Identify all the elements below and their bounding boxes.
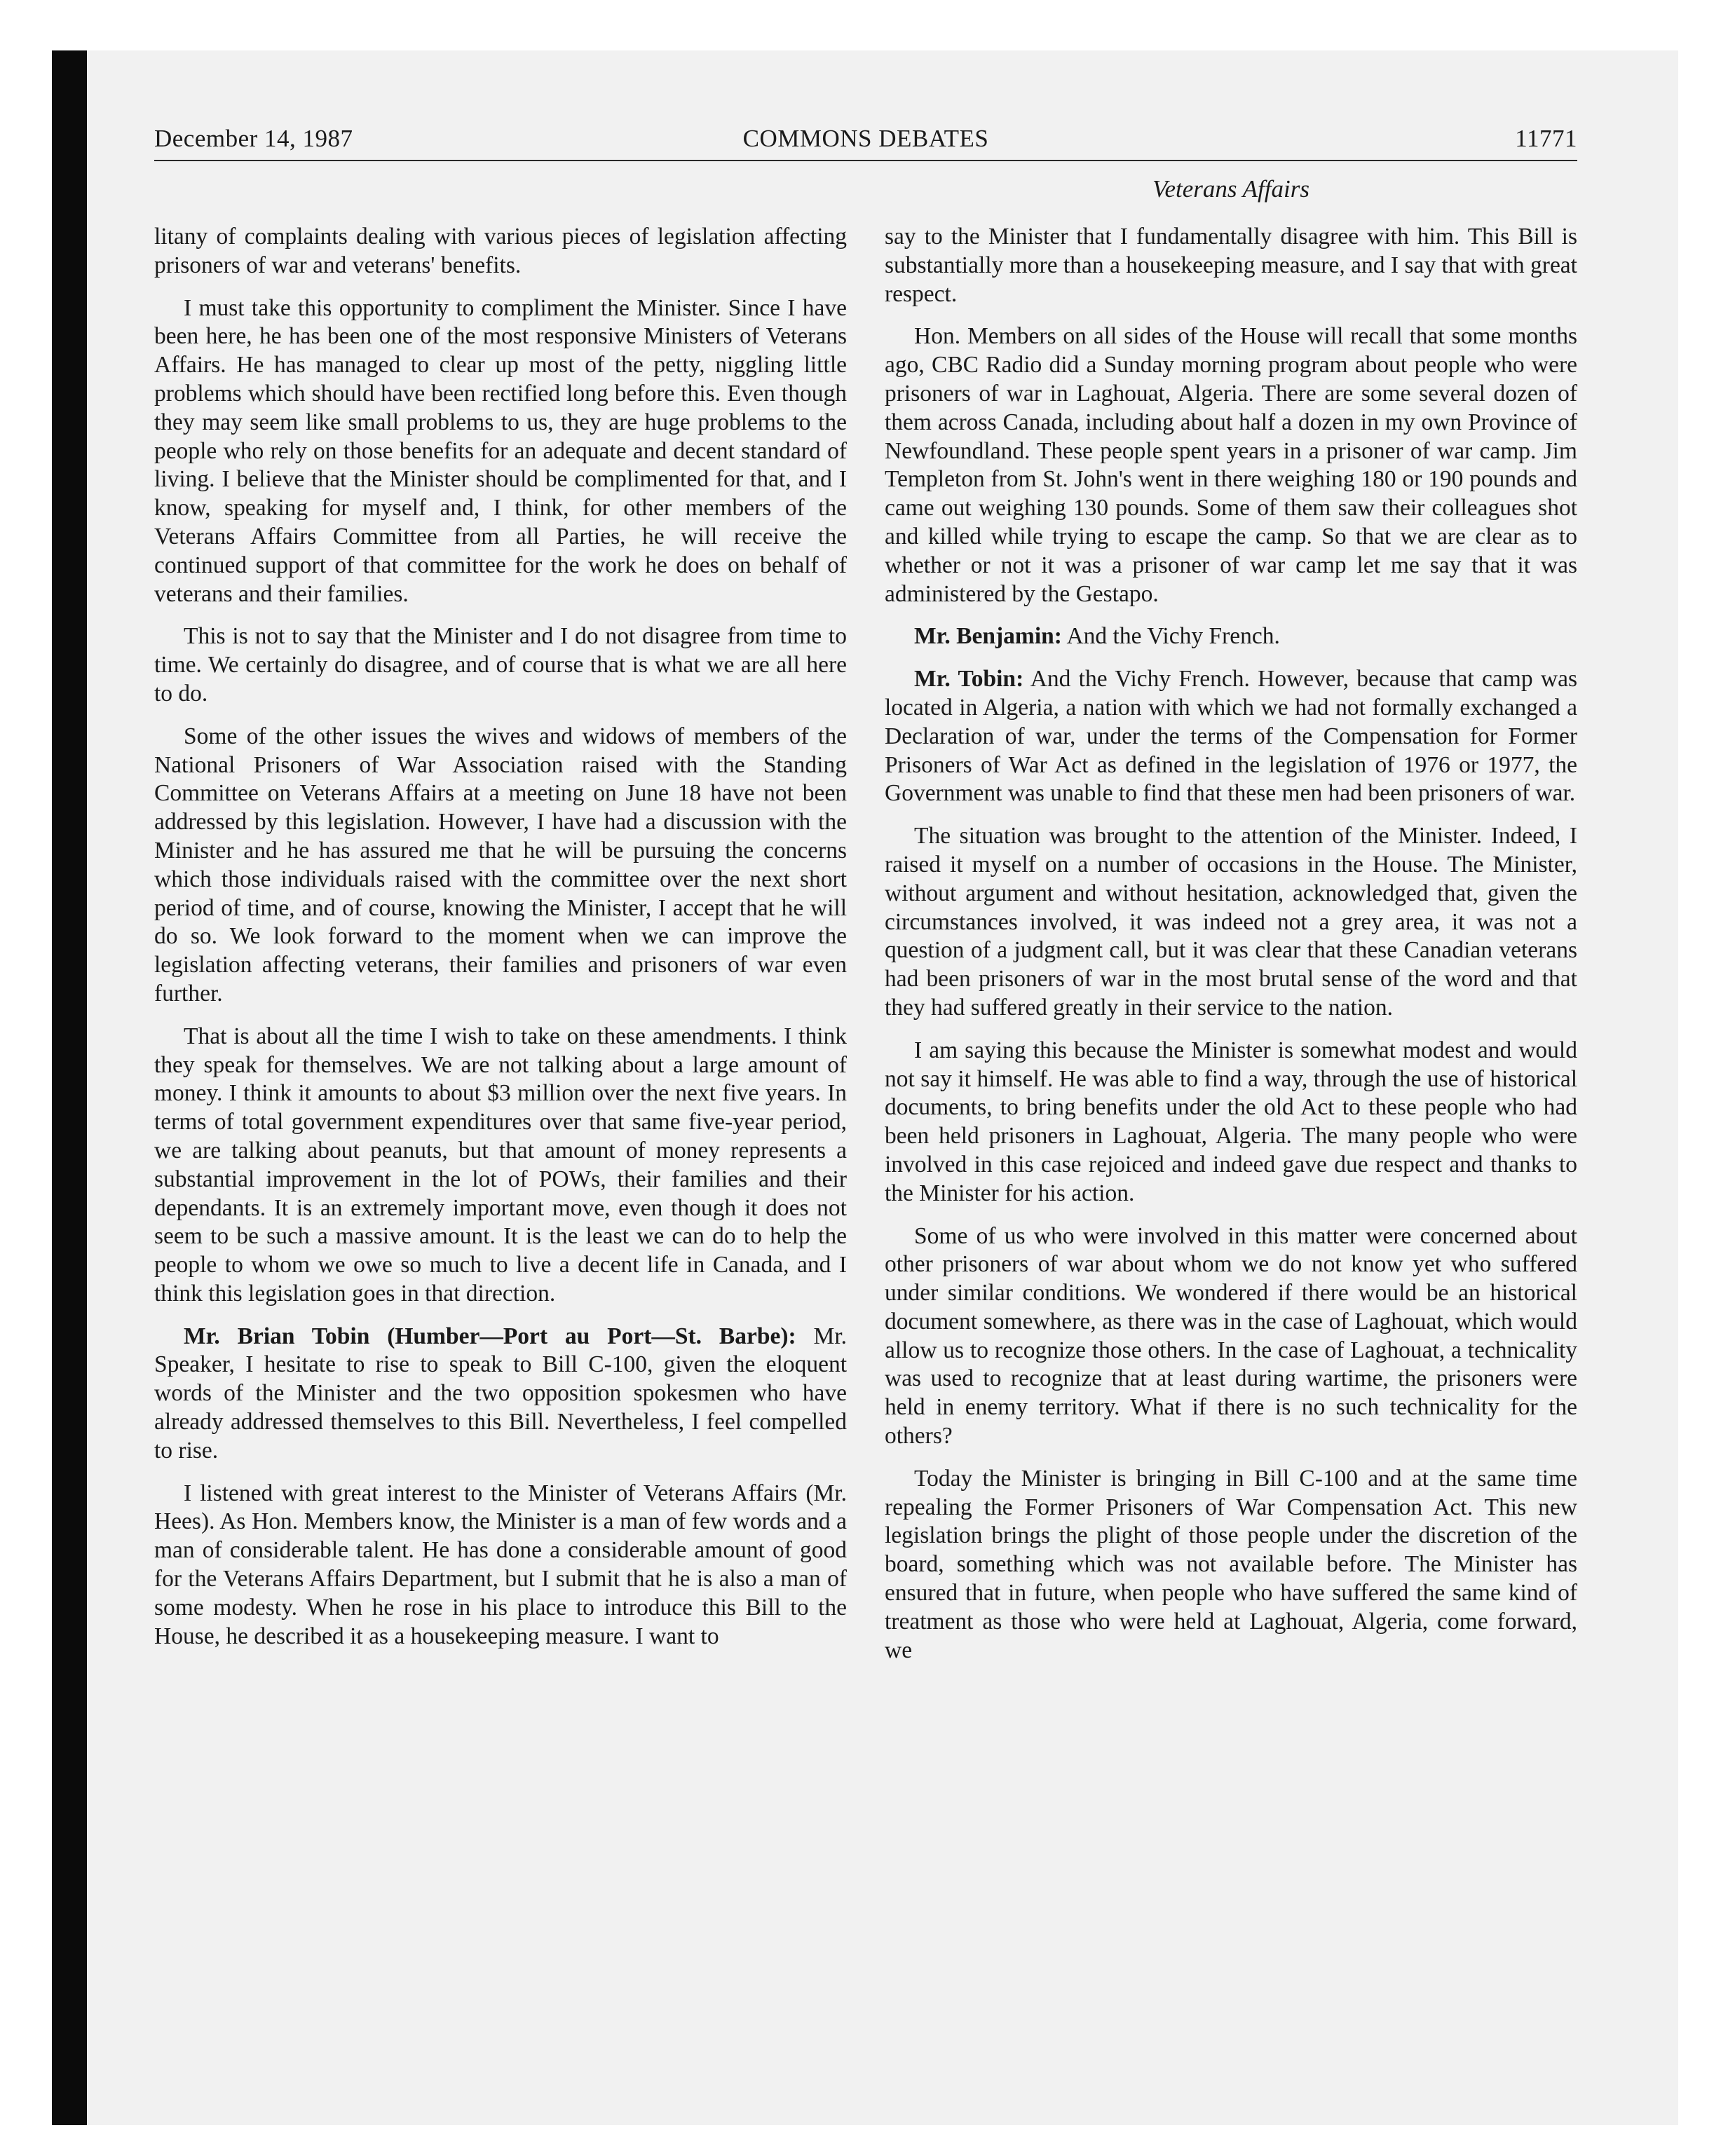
paragraph-text: I must take this opportunity to compliment the Minister. Since I have been here, he has been one of the most responsive Ministers of Veterans Affairs. He has managed to clear up most of the petty, niggling little problems which should have been rectified long before this. Even though they may seem like small problems to us, they are huge problems to the people who rely on those benefits for an adequate and decent standard of living. I believe that the Minister should be complimented for that, and I know, speaking for myself and, I think, for other members of the Veterans Affairs Committee from all Parties, he will receive the continued support of that committee for the work he does on behalf of veterans and their families. <box>154 294 847 607</box>
paragraph <box>885 665 1577 808</box>
paragraph <box>885 1465 1577 1665</box>
header-page-number: 11771 <box>1515 125 1577 152</box>
paragraph-text: I listened with great interest to the Minister of Veterans Affairs (Mr. Hees). As Hon. Members know, the Minister is a man of few words and a man of considerable talent. He has done a considerable amount of good for the Veterans Affairs Department, but I submit that he is also a man of some modesty. When he rose in his place to introduce this Bill to the House, he described it as a housekeeping measure. I want to <box>154 1480 847 1649</box>
left-column <box>154 223 847 1665</box>
paragraph-text: This is not to say that the Minister and I do not disagree from time to time. We certainly do disagree, and of course that is what we are all here to do. <box>154 623 847 707</box>
paragraph-text: That is about all the time I wish to take on these amendments. I think they speak for themselves. We are not talking about a large amount of money. I think it amounts to about $3 million over the next five years. In terms of total government expenditures over that same five-year period, we are talking about peanuts, but that amount of money represents a substantial improvement in the lot of POWs, their families and their dependants. It is an extremely important move, even though it does not seem to be such a massive amount. It is the least we can do to help the people to whom we owe so much to live a decent life in Canada, and I think this legislation goes in that direction. <box>154 1023 847 1306</box>
paragraph <box>154 1323 847 1466</box>
paragraph-text: I am saying this because the Minister is somewhat modest and would not say it himself. He was able to find a way, through the use of historical documents, to bring benefits under the old Act to these people who had been held prisoners in Laghouat, Algeria. The many people who were involved in this case rejoiced and indeed gave due respect and thanks to the Minister for his action. <box>885 1037 1577 1206</box>
header-date: December 14, 1987 <box>154 125 353 152</box>
paragraph <box>154 1023 847 1309</box>
paragraph <box>154 723 847 1009</box>
paragraph-text: The situation was brought to the attention of the Minister. Indeed, I raised it myself on a number of occasions in the House. The Minister, without argument and without hesitation, acknowledged that, given the circumstances involved, it was indeed not a grey area, it was not a question of a judgment call, but it was clear that these Canadian veterans had been prisoners of war in the most brutal sense of the word and that they had suffered greatly in their service to the nation. <box>885 823 1577 1021</box>
header-publication: COMMONS DEBATES <box>742 125 989 152</box>
header-rule <box>154 160 1577 161</box>
speaker-name: Mr. Tobin: <box>914 666 1024 692</box>
paragraph <box>154 622 847 708</box>
paragraph-text: say to the Minister that I fundamentally disagree with him. This Bill is substantially more than a housekeeping measure, and I say that with great respect. <box>885 224 1577 307</box>
paragraph <box>154 294 847 609</box>
speaker-name: Mr. Benjamin: <box>914 623 1062 650</box>
paragraph <box>885 1222 1577 1451</box>
paragraph <box>885 322 1577 608</box>
running-header <box>154 125 1577 161</box>
binding-edge <box>52 50 87 2125</box>
paragraph <box>154 223 847 280</box>
paragraph <box>154 1480 847 1651</box>
paragraph-text: Some of us who were involved in this matter were concerned about other prisoners of war about whom we do not know yet who suffered under similar conditions. We wondered if there would be an historical document somewhere, as there was in the case of Laghouat, which would allow us to recognize those others. In the case of Laghouat, a technicality was used to recognize that at least during wartime, the prisoners were held in enemy territory. What if there is no such technicality for the others? <box>885 1222 1577 1449</box>
speaker-name: Mr. Brian Tobin (Humber—Port au Port—St. Barbe): <box>184 1323 796 1349</box>
paragraph-text: Hon. Members on all sides of the House will recall that some months ago, CBC Radio did a Sunday morning program about people who were prisoners of war in Laghouat, Algeria. There are some several dozen of them across Canada, including about half a dozen in my own Province of Newfoundland. These people spent years in a prisoner of war camp. Jim Templeton from St. John's went in there weighing 180 or 190 pounds and came out weighing 130 pounds. Some of them saw their colleagues shot and killed while trying to escape the camp. So that we are clear as to whether or not it was a prisoner of war camp let me say that it was administered by the Gestapo. <box>885 323 1577 607</box>
paragraph-text: And the Vichy French. <box>1066 623 1280 650</box>
right-column <box>885 223 1577 1679</box>
paragraph-text: Some of the other issues the wives and widows of members of the National Prisoners of War Association raised with the Standing Committee on Veterans Affairs at a meeting on June 18 have not been addressed by this legislation. However, I have had a discussion with the Minister and he has assured me that he will be pursuing the concerns which those individuals raised with the committee over the next short period of time, and of course, knowing the Minister, I accept that he will do so. We look forward to the moment when we can improve the legislation affecting veterans, their families and prisoners of war even further. <box>154 723 847 1007</box>
paragraph-text: litany of complaints dealing with various pieces of legislation affecting prisoners of war and veterans' benefits. <box>154 224 847 278</box>
paragraph <box>885 622 1577 651</box>
paragraph-text: Mr. Speaker, I hesitate to rise to speak to Bill C-100, given the eloquent words of the Minister and the two opposition spokesmen who have already addressed themselves to this Bill. Nevertheless, I feel compelled to rise. <box>154 1323 848 1464</box>
section-heading: Veterans Affairs <box>1152 175 1309 203</box>
paragraph-text: And the Vichy French. However, because that camp was located in Algeria, a nation with which we had not formally exchanged a Declaration of war, under the terms of the Compensation for Former Prisoners of War Act as defined in the legislation of 1976 or 1977, the Government was unable to find that these men had been prisoners of war. <box>885 666 1577 807</box>
paragraph <box>885 223 1577 308</box>
paragraph <box>885 1037 1577 1208</box>
paragraph <box>885 822 1577 1023</box>
paragraph-text: Today the Minister is bringing in Bill C-100 and at the same time repealing the Former Prisoners of War Compensation Act. This new legislation brings the plight of those people under the discretion of the board, something which was not available before. The Minister has ensured that in future, when people who have suffered the same kind of treatment as those who were held at Laghouat, Algeria, come forward, we <box>885 1465 1577 1663</box>
